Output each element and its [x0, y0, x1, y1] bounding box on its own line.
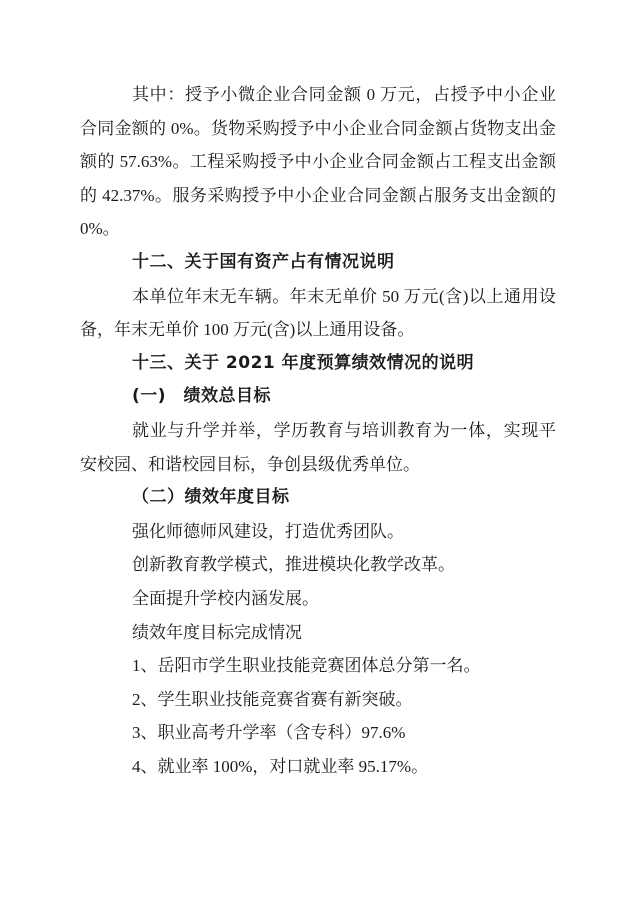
heading-performance-overall-goal: (一) 绩效总目标 — [132, 386, 272, 407]
list-item-achievement-4: 4、就业率 100%，对口就业率 95.17%。 — [132, 756, 429, 776]
heading-section-12-state-assets: 十二、关于国有资产占有情况说明 — [132, 251, 395, 272]
paragraph-smb-contract-amounts: 其中：授予小微企业合同金额 0 万元，占授予中小企业合同金额的 0%。货物采购授予中小企业合同金额占货物支出金额的 57.63%。工程采购授予中小企业合同金额占工程支出金额的 42.37%。服务采购授予中小企业合同金额占服务支出金额的 0%。 — [80, 85, 556, 239]
heading-performance-annual-goal: （二）绩效年度目标 — [132, 487, 290, 508]
paragraph-overall-goal-description: 就业与升学并举，学历教育与培训教育为一体，实现平安校园、和谐校园目标，争创县级优秀单位。 — [80, 420, 556, 474]
paragraph-vehicles-and-equipment: 本单位年末无车辆。年末无单价 50 万元(含)以上通用设备，年末无单价 100 万元(含)以上通用设备。 — [80, 286, 556, 340]
paragraph-annual-goal-completion-label: 绩效年度目标完成情况 — [132, 622, 302, 642]
list-item-achievement-1: 1、岳阳市学生职业技能竞赛团体总分第一名。 — [132, 656, 481, 676]
list-item-achievement-2: 2、学生职业技能竞赛省赛有新突破。 — [132, 689, 413, 709]
list-item-achievement-3: 3、职业高考升学率（含专科）97.6% — [132, 723, 406, 743]
paragraph-goal-teacher-ethics: 强化师德师风建设，打造优秀团队。 — [132, 521, 404, 541]
page-content — [80, 78, 556, 783]
heading-section-13-budget-performance: 十三、关于 2021 年度预算绩效情况的说明 — [132, 352, 475, 373]
paragraph-goal-teaching-innovation: 创新教育教学模式，推进模块化教学改革。 — [132, 555, 455, 575]
paragraph-goal-school-development: 全面提升学校内涵发展。 — [132, 588, 319, 608]
